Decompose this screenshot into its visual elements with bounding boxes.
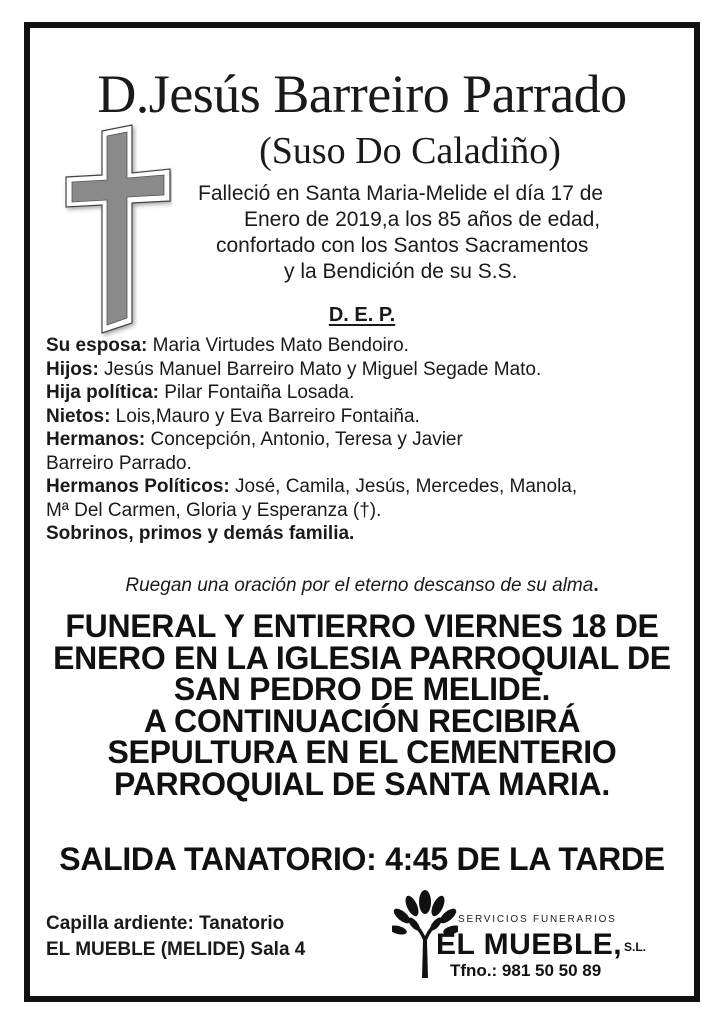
funeral-line-5: SEPULTURA EN EL CEMENTERIO xyxy=(107,734,617,770)
family-label: Hermanos: xyxy=(46,429,146,450)
funeral-line-6: PARROQUIAL DE SANTA MARIA. xyxy=(114,765,610,802)
funeral-line-1: FUNERAL Y ENTIERRO VIERNES 18 DE xyxy=(65,608,659,644)
family-value: Pilar Fontaiña Losada. xyxy=(158,382,355,403)
family-value: Concepción, Antonio, Teresa y Javier xyxy=(145,429,463,450)
family-label: Hijos: xyxy=(46,358,99,380)
family-line-hermanos xyxy=(46,428,577,452)
family-line-hermanos-politicos-cont: Mª Del Carmen, Gloria y Esperanza (†). xyxy=(46,499,382,521)
family-line-hermanos-politicos xyxy=(46,475,577,499)
family-line-esposa xyxy=(46,334,577,358)
logo-phone: Tfno.: 981 50 50 89 xyxy=(450,961,602,980)
family-line-hermanos-cont: Barreiro Parrado. xyxy=(46,452,192,474)
family-line-hijos xyxy=(46,358,577,382)
death-notice-line-2: Enero de 2019,a los 85 años de edad, xyxy=(244,208,601,231)
family-label: Su esposa: xyxy=(46,335,148,356)
death-notice-line-4: y la Bendición de su S.S. xyxy=(284,260,518,283)
deceased-nickname: (Suso Do Caladiño) xyxy=(259,130,561,172)
family-label: Hermanos Políticos: xyxy=(46,476,230,497)
family-label: Hija política: xyxy=(46,382,159,403)
family-label: Sobrinos, primos y demás familia. xyxy=(46,523,355,544)
logo-brand: EL MUEBLE, xyxy=(436,928,623,961)
family-value: Lois,Mauro y Eva Barreiro Fontaiña. xyxy=(110,405,420,427)
departure-time: SALIDA TANATORIO: 4:45 DE LA TARDE xyxy=(59,841,665,877)
funeral-line-4: A CONTINUACIÓN RECIBIRÁ xyxy=(143,702,581,739)
family-line-hija-politica xyxy=(46,381,577,405)
funeral-line-2: ENERO EN LA IGLESIA PARROQUIAL DE xyxy=(53,639,671,676)
prayer-text xyxy=(30,575,694,597)
logo-suffix: S.L. xyxy=(624,940,647,954)
chapel-line-2: EL MUEBLE (MELIDE) Sala 4 xyxy=(46,939,306,960)
logo-services: SERVICIOS FUNERARIOS xyxy=(458,914,617,925)
death-notice-line-1: Falleció en Santa Maria-Melide el día 17 de xyxy=(198,182,604,205)
prayer-period: . xyxy=(593,575,599,596)
death-notice-line-3: confortado con los Santos Sacramentos xyxy=(216,234,589,257)
family-value: Jesús Manuel Barreiro Mato y Miguel Segade Mato. xyxy=(98,358,542,380)
family-value: Maria Virtudes Mato Bendoiro. xyxy=(147,335,409,356)
family-line-nietos xyxy=(46,405,577,429)
funeral-announcement xyxy=(30,608,694,802)
deceased-name: D.Jesús Barreiro Parrado xyxy=(97,64,627,124)
dep-heading: D. E. P. xyxy=(328,304,396,326)
family-value: José, Camila, Jesús, Mercedes, Manola, xyxy=(229,476,578,497)
obituary-card xyxy=(24,22,700,1002)
funeral-line-3: SAN PEDRO DE MELIDE. xyxy=(173,671,551,707)
family-list xyxy=(46,334,577,546)
chapel-line-1: Capilla ardiente: Tanatorio xyxy=(46,913,285,934)
family-line-sobrinos xyxy=(46,522,577,546)
prayer-sentence: Ruegan una oración por el eterno descanso de su alma xyxy=(125,575,594,596)
family-label: Nietos: xyxy=(46,405,111,427)
chapel-info xyxy=(46,911,305,963)
